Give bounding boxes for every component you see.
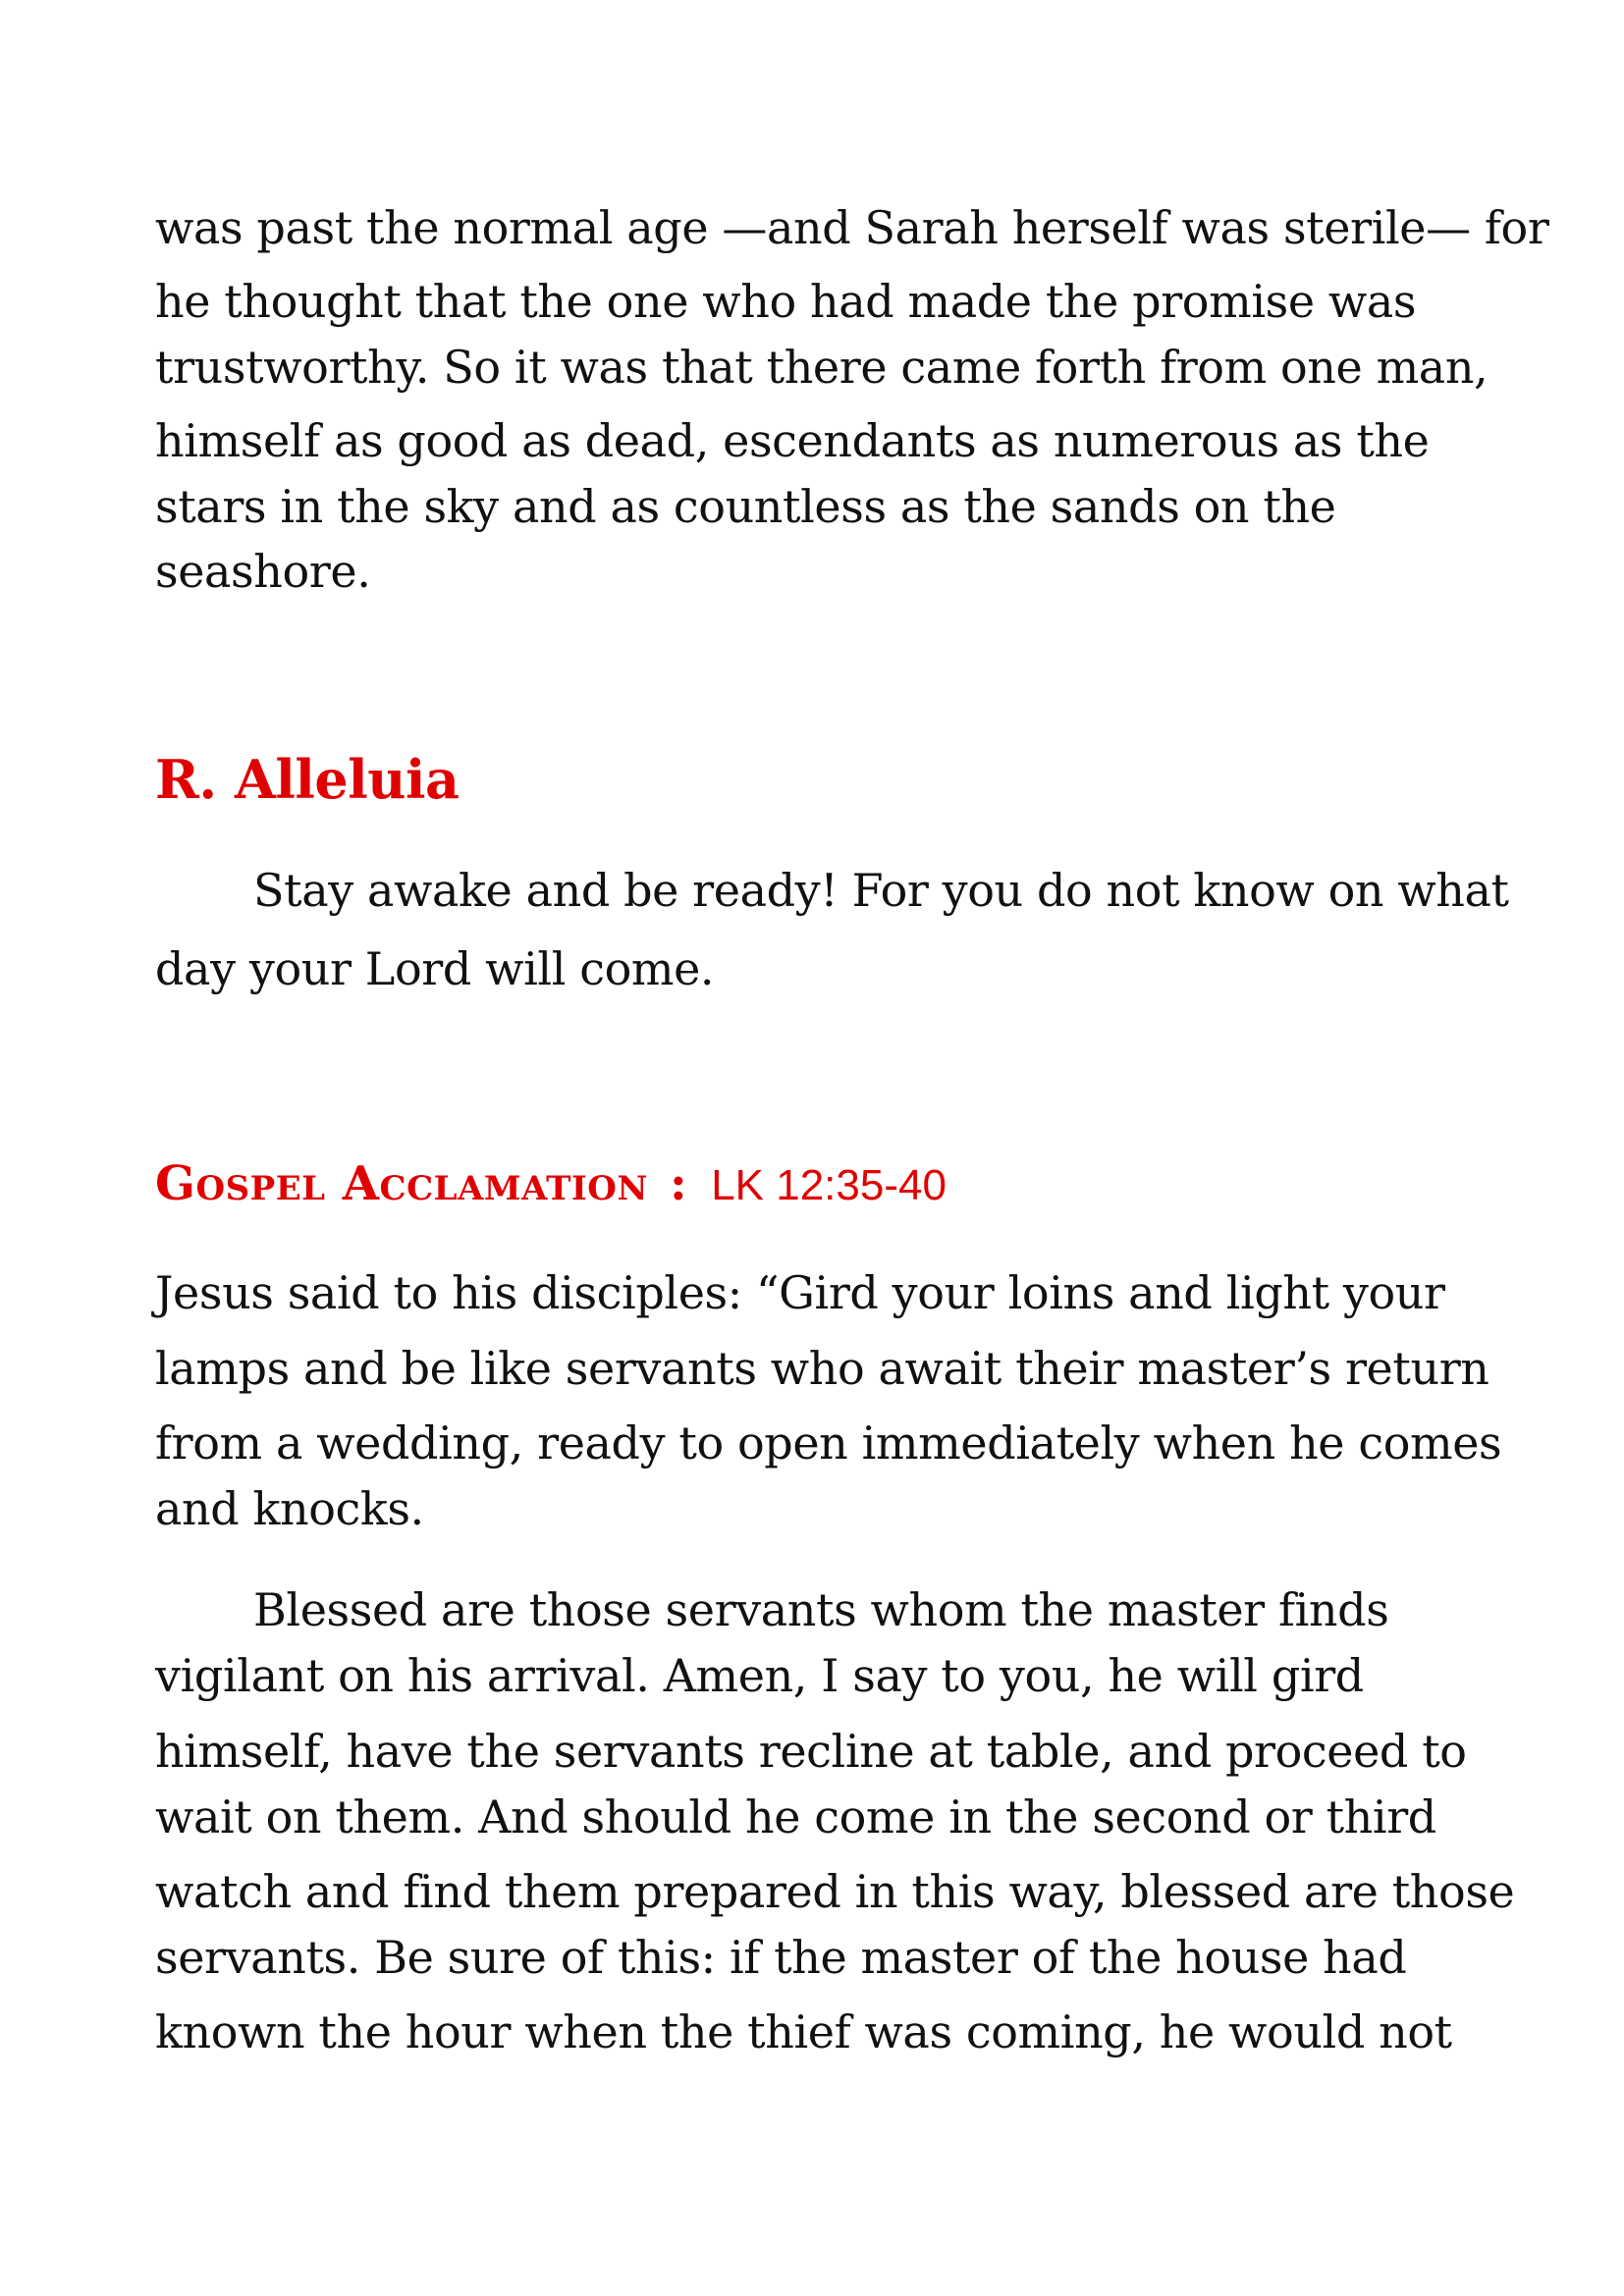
text-line: seashore.	[155, 545, 371, 598]
text-line: was past the normal age —and Sarah herself was sterile— for	[155, 201, 1549, 254]
text-line: Blessed are those servants whom the master finds	[253, 1583, 1389, 1636]
text-line: vigilant on his arrival. Amen, I say to you, he will gird	[155, 1649, 1364, 1702]
text-line: he thought that the one who had made the promise was	[155, 275, 1417, 328]
gospel-heading	[155, 1156, 947, 1211]
text-line: Stay awake and be ready! For you do not know on what	[253, 864, 1509, 917]
text-line: himself as good as dead, escendants as numerous as the	[155, 414, 1430, 467]
text-line: wait on them. And should he come in the second or third	[155, 1790, 1436, 1843]
text-line: from a wedding, ready to open immediately when he comes	[155, 1416, 1502, 1469]
gospel-heading-separator: :	[669, 1156, 688, 1211]
text-line: watch and find them prepared in this way, blessed are those	[155, 1865, 1515, 1918]
text-line: known the hour when the thief was coming, he would not	[155, 2005, 1452, 2058]
text-line: lamps and be like servants who await their master’s return	[155, 1342, 1489, 1395]
text-line: stars in the sky and as countless as the sands on the	[155, 480, 1336, 533]
gospel-reference: LK 12:35-40	[711, 1161, 947, 1209]
gospel-heading-title: Gospel Acclamation	[155, 1156, 648, 1211]
alleluia-heading: R. Alleluia	[155, 748, 460, 811]
text-line: and knocks.	[155, 1482, 424, 1535]
text-line: trustworthy. So it was that there came forth from one man,	[155, 341, 1489, 394]
text-line: himself, have the servants recline at table, and proceed to	[155, 1725, 1467, 1778]
text-line: servants. Be sure of this: if the master of the house had	[155, 1931, 1407, 1984]
text-line: day your Lord will come.	[155, 942, 715, 995]
text-line: Jesus said to his disciples: “Gird your loins and light your	[155, 1266, 1445, 1319]
